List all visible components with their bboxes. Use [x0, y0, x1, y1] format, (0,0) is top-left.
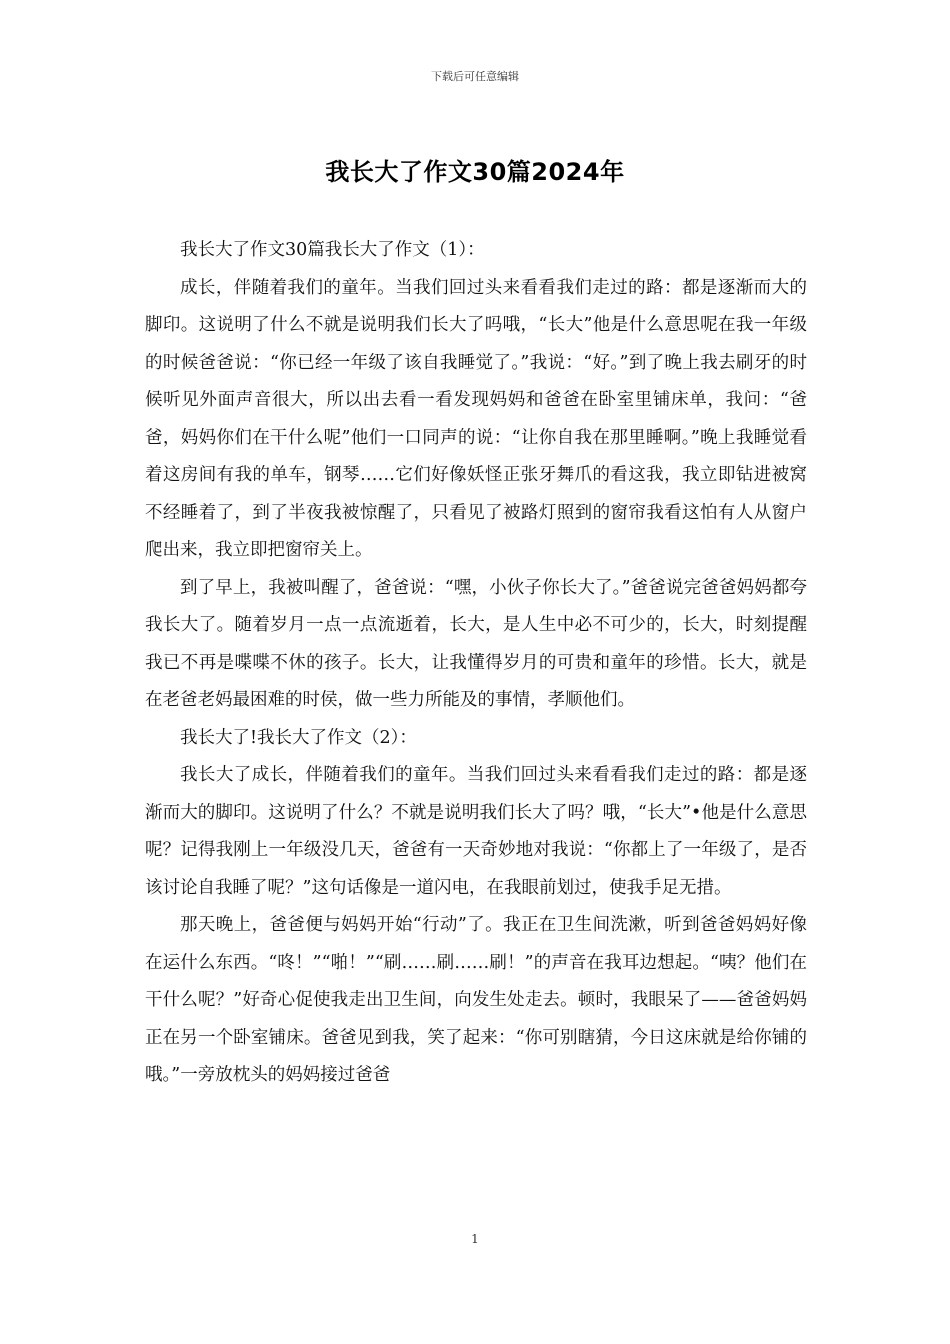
body-paragraph: 那天晚上，爸爸便与妈妈开始“行动”了。我正在卫生间洗漱，听到爸爸妈妈好像在运什么东西。“咚！”“啪！”“刷……刷……刷！”的声音在我耳边想起。“咦？他们在干什么呢？”好奇心促使我走出卫生间，向发生处走去。顿时，我眼呆了——爸爸妈妈正在另一个卧室铺床。爸爸见到我，笑了起来：“你可别瞎猜，今日这床就是给你铺的哦。”一旁放枕头的妈妈接过爸爸 — [145, 915, 807, 1085]
header-note: 下载后可任意编辑 — [431, 70, 519, 83]
document-body — [145, 232, 807, 1095]
section-heading-2: 我长大了!我长大了作文（2）： — [180, 727, 417, 748]
page-number: 1 — [471, 1232, 479, 1246]
body-paragraph: 我长大了成长，伴随着我们的童年。当我们回过头来看看我们走过的路：都是逐渐而大的脚印。这说明了什么？不就是说明我们长大了吗？哦，“长大”•他是什么意思呢？记得我刚上一年级没几天，爸爸有一天奇妙地对我说：“你都上了一年级了，是否该讨论自我睡了呢？”这句话像是一道闪电，在我眼前划过，使我手足无措。 — [145, 765, 807, 898]
body-paragraph: 到了早上，我被叫醒了，爸爸说：“嘿，小伙子你长大了。”爸爸说完爸爸妈妈都夸我长大了。随着岁月一点一点流逝着，长大，是人生中必不可少的，长大，时刻提醒我已不再是喋喋不休的孩子。长大，让我懂得岁月的可贵和童年的珍惜。长大，就是在老爸老妈最困难的时侯，做一些力所能及的事情，孝顺他们。 — [145, 577, 807, 710]
body-paragraph: 成长，伴随着我们的童年。当我们回过头来看看我们走过的路：都是逐渐而大的脚印。这说明了什么不就是说明我们长大了吗哦，“长大”他是什么意思呢在我一年级的时候爸爸说：“你已经一年级了该自我睡觉了。”我说：“好。”到了晚上我去刷牙的时候听见外面声音很大，所以出去看一看发现妈妈和爸爸在卧室里铺床单，我问：“爸爸，妈妈你们在干什么呢”他们一口同声的说：“让你自我在那里睡啊。”晚上我睡觉看着这房间有我的单车，钢琴……它们好像妖怪正张牙舞爪的看这我，我立即钻进被窝不经睡着了，到了半夜我被惊醒了，只看见了被路灯照到的窗帘我看这怕有人从窗户爬出来，我立即把窗帘关上。 — [145, 277, 807, 560]
document-title: 我长大了作文30篇2024年 — [325, 158, 625, 186]
section-heading-1: 我长大了作文30篇我长大了作文（1）： — [180, 240, 485, 260]
